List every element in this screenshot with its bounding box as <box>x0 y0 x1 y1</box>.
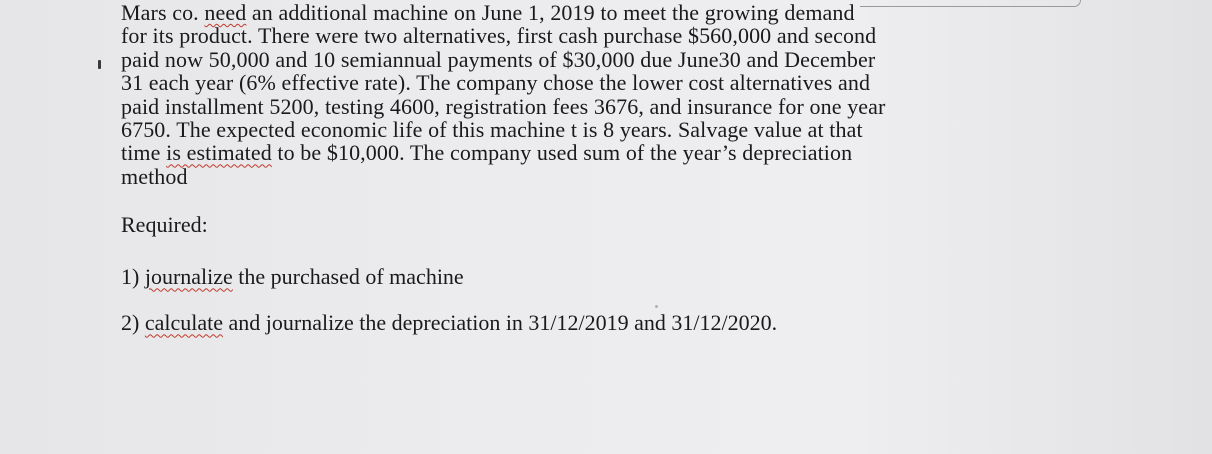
text-segment: 1) <box>121 264 145 290</box>
text-segment: 6750. The expected economic life of this machine t is 8 years. Salvage value at that <box>121 117 863 143</box>
spellcheck-flagged-word: journalize <box>144 264 233 290</box>
spellcheck-flagged-word: is estimated <box>166 140 272 166</box>
text-segment: Mars co. <box>121 0 205 25</box>
problem-line <box>121 48 1081 71</box>
text-segment: to be $10,000. The company used sum of the year’s depreciation <box>271 140 853 166</box>
problem-paragraph <box>121 1 1081 188</box>
required-heading: Required: <box>121 212 208 238</box>
problem-line <box>121 71 1081 94</box>
text-segment: time <box>121 140 167 166</box>
text-segment: paid now 50,000 and 10 semiannual payments of $30,000 due June30 and December <box>121 46 876 72</box>
problem-line <box>121 1 1081 24</box>
text-segment: paid installment 5200, testing 4600, registration fees 3676, and insurance for one year <box>121 93 886 119</box>
text-cursor-mark <box>98 60 101 69</box>
problem-line <box>121 165 1081 188</box>
problem-line <box>121 95 1081 118</box>
question-2 <box>121 310 1081 336</box>
text-segment: an additional machine on June 1, 2019 to meet the growing demand <box>246 0 855 25</box>
problem-line <box>121 118 1081 141</box>
text-segment: for its product. There were two alternatives, first cash purchase $560,000 and second <box>121 23 877 49</box>
text-segment: method <box>121 163 188 189</box>
problem-line <box>121 141 1081 164</box>
text-segment: and journalize the depreciation in 31/12/2019 and 31/12/2020. <box>223 310 778 336</box>
text-segment: the purchased of machine <box>232 264 464 290</box>
text-segment: 2) <box>121 310 145 336</box>
text-segment: 31 each year (6% effective rate). The company chose the lower cost alternatives and <box>121 70 871 96</box>
spellcheck-flagged-word: need <box>204 0 247 25</box>
document-body <box>121 0 1081 336</box>
spellcheck-flagged-word: calculate <box>144 310 223 336</box>
question-1 <box>121 264 1081 290</box>
problem-line <box>121 24 1081 47</box>
